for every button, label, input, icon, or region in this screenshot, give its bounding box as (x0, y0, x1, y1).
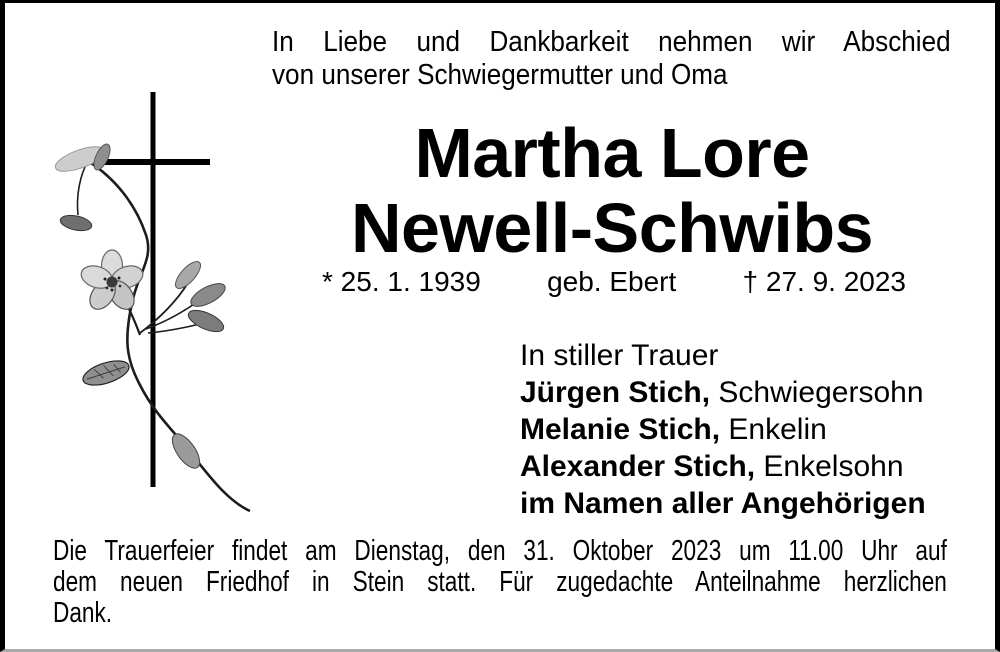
mourners-row: im Namen aller Angehörigen (520, 487, 926, 520)
funeral-line-1: Die Trauerfeier findet am Dienstag, den 31. Oktober 2023 um 11.00 Uhr auf (53, 535, 947, 567)
intro-line-2: von unserer Schwiegermutter und Oma (272, 59, 728, 91)
mourners-row: In stiller Trauer (520, 339, 719, 372)
funeral-info-paragraph (53, 536, 947, 629)
funeral-line-2: dem neuen Friedhof in Stein statt. Für zugedachte Anteilnahme herzlichen (53, 566, 947, 598)
flower-stem (77, 161, 250, 511)
deceased-name (272, 116, 952, 266)
deceased-name-line-1: Martha Lore (414, 114, 810, 192)
intro-paragraph (272, 26, 951, 92)
mourners-list (520, 337, 926, 522)
maiden-name: geb. Ebert (547, 266, 677, 297)
birth-date: * 25. 1. 1939 (322, 266, 481, 297)
death-date: † 27. 9. 2023 (742, 266, 906, 297)
funeral-line-3: Dank. (53, 597, 113, 629)
deceased-name-line-2: Newell-Schwibs (350, 189, 874, 267)
life-dates-row (272, 266, 952, 298)
mourners-row: Alexander Stich, Enkelsohn (520, 450, 904, 483)
cross-with-flowering-branch-icon (28, 83, 258, 513)
intro-line-1: In Liebe und Dankbarkeit nehmen wir Abschied (272, 26, 951, 58)
mourners-row: Melanie Stich, Enkelin (520, 413, 827, 446)
mourners-row: Jürgen Stich, Schwiegersohn (520, 376, 924, 409)
flower-blossom-icon (78, 250, 145, 314)
